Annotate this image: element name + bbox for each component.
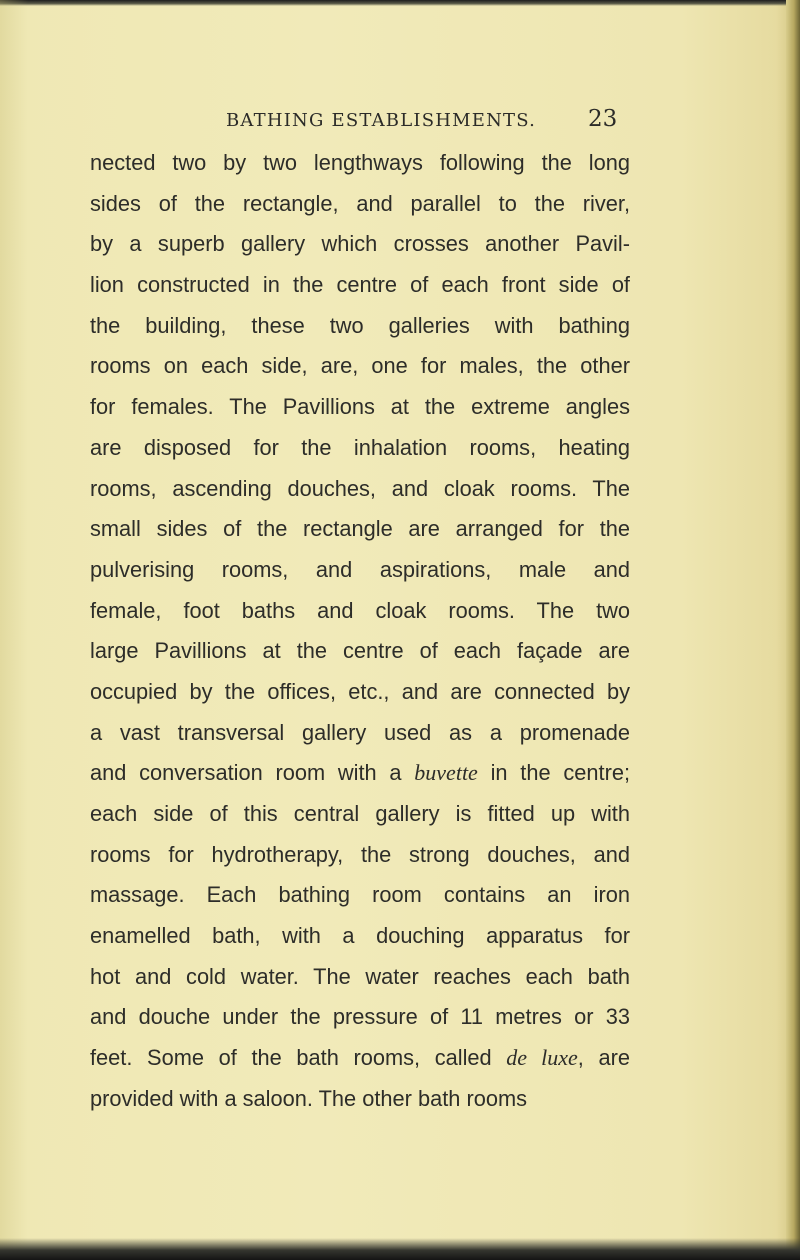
- body-line: hot and cold water. The water reaches each bath: [90, 963, 630, 989]
- italic-term-de-luxe: de luxe: [506, 1045, 578, 1071]
- body-text: [90, 143, 630, 1120]
- body-line-text: in the centre;: [477, 760, 631, 786]
- body-line-last: provided with a saloon. The other bath rooms: [90, 1085, 528, 1111]
- body-line: the building, these two galleries with bathing: [90, 312, 630, 338]
- body-line: rooms, ascending douches, and cloak rooms. The: [90, 475, 630, 501]
- body-line: rooms for hydrotherapy, the strong douches, and: [90, 841, 630, 867]
- italic-term-buvette: buvette: [414, 760, 478, 786]
- body-line: small sides of the rectangle are arranged for the: [90, 516, 630, 542]
- body-line-text: and conversation room with a: [90, 760, 415, 786]
- body-line: by a superb gallery which crosses another Pavil-: [90, 231, 630, 257]
- page-top-edge: [0, 0, 800, 6]
- body-line: are disposed for the inhalation rooms, heating: [90, 434, 630, 460]
- body-line: enamelled bath, with a douching apparatus for: [90, 923, 630, 949]
- body-line: a vast transversal gallery used as a promenade: [90, 719, 630, 745]
- body-line: nected two by two lengthways following the long: [90, 150, 630, 175]
- page-left-shadow: [0, 0, 28, 1260]
- body-line: massage. Each bathing room contains an iron: [90, 882, 630, 908]
- body-line: occupied by the offices, etc., and are connected by: [90, 678, 630, 704]
- body-line: [90, 753, 630, 794]
- body-line: rooms on each side, are, one for males, the other: [90, 353, 630, 379]
- body-line: female, foot baths and cloak rooms. The two: [90, 597, 630, 623]
- body-line: lion constructed in the centre of each front side of: [90, 272, 630, 298]
- running-head: [0, 106, 800, 140]
- running-head-title: BATHING ESTABLISHMENTS.: [226, 110, 537, 131]
- body-line: for females. The Pavillions at the extreme angles: [90, 394, 630, 420]
- body-line: pulverising rooms, and aspirations, male and: [90, 556, 630, 582]
- body-line: and douche under the pressure of 11 metres or 33: [90, 1004, 630, 1030]
- body-line-text: feet. Some of the bath rooms, called: [90, 1045, 507, 1071]
- page-right-edge: [786, 0, 800, 1260]
- body-line: large Pavillions at the centre of each façade are: [90, 638, 630, 664]
- page-bottom-edge: [0, 1238, 800, 1260]
- body-line-text: , are: [577, 1045, 630, 1071]
- body-line: sides of the rectangle, and parallel to the river,: [90, 190, 630, 216]
- body-line: each side of this central gallery is fitted up with: [90, 801, 630, 826]
- body-line: [90, 1038, 630, 1079]
- page-number: 23: [588, 106, 618, 132]
